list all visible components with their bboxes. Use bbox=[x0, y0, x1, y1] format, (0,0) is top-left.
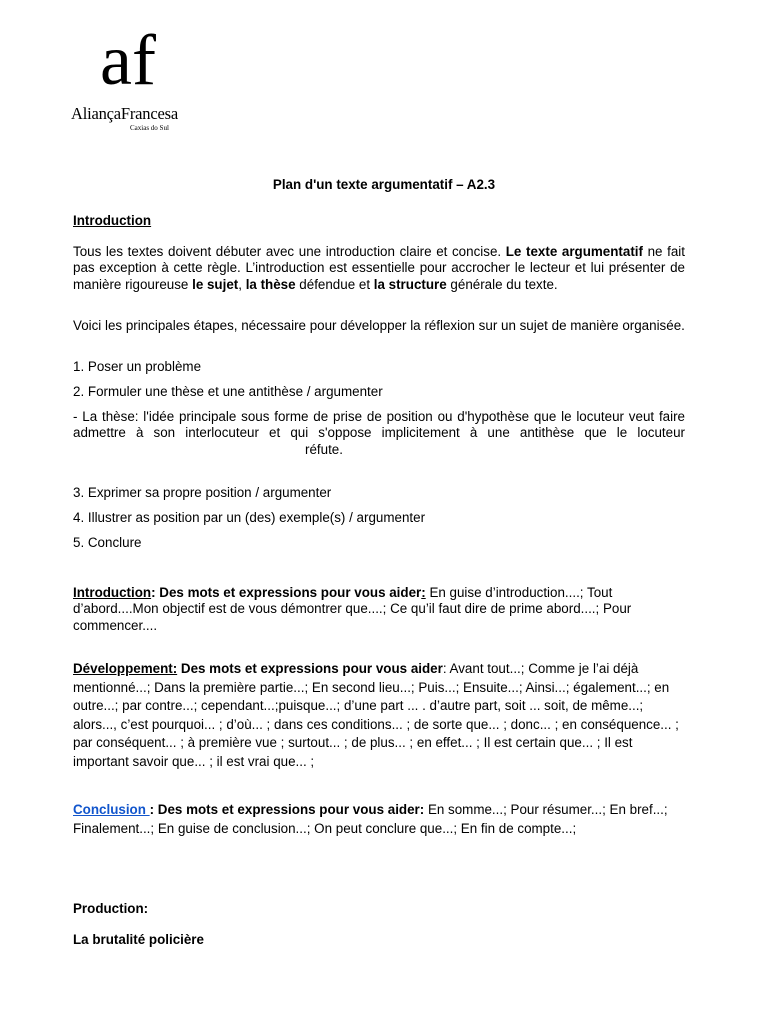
intro-expr-colon: : bbox=[421, 585, 426, 600]
development-expressions bbox=[73, 660, 687, 771]
intro-heading: Introduction bbox=[73, 213, 152, 228]
these-end-b: réfute. bbox=[305, 441, 343, 457]
these-end-a: locuteur bbox=[637, 425, 685, 441]
dev-expr-label: Développement: bbox=[73, 661, 178, 676]
page-title: Plan d'un texte argumentatif – A2.3 bbox=[272, 177, 496, 192]
intro-expr-text: En guise d’introduction....; Tout d’abord....Mon objectif est de vous démontrer que....; Ce qu’il faut dire de prime abord....; Pour commencer.... bbox=[73, 585, 632, 633]
these-definition bbox=[73, 409, 685, 458]
intro-text-3: , bbox=[238, 276, 246, 292]
intro-text-4: défendue et bbox=[295, 276, 374, 292]
production-topic: La brutalité policière bbox=[73, 932, 204, 947]
step-1: 1. Poser un problème bbox=[73, 359, 202, 374]
steps-intro: Voici les principales étapes, nécessaire pour développer la réflexion sur un sujet de manière organisée. bbox=[73, 318, 685, 333]
intro-text-1: Tous les textes doivent débuter avec une introduction claire et concise. bbox=[73, 244, 506, 259]
intro-text-2: ne fait pas exception à cette règle. L’introduction est essentielle pour accrocher le lecteur et lui présenter de manière rigoureuse bbox=[73, 244, 685, 292]
concl-expr-bold: : Des mots et expressions pour vous aider: bbox=[149, 802, 425, 817]
concl-expr-text: En somme...; Pour résumer...; En bref...; Finalement...; En guise de conclusion...; On peut conclure que...; En fin de compte...; bbox=[73, 802, 668, 836]
conclusion-link[interactable]: Conclusion bbox=[73, 802, 150, 817]
intro-text-5: générale du texte. bbox=[446, 276, 558, 292]
intro-paragraph bbox=[73, 244, 685, 293]
these-text: - La thèse: l'idée principale sous forme de prise de position ou d'hypothèse que le locuteur veut faire admettre à son interlocuteur et qui s'oppose implicitement à une antithèse que le bbox=[73, 409, 685, 441]
intro-expressions bbox=[73, 585, 673, 634]
logo-city: Caxias do Sul bbox=[130, 124, 169, 132]
conclusion-expressions bbox=[73, 801, 673, 838]
intro-expr-label: Introduction bbox=[73, 585, 152, 600]
step-5: 5. Conclure bbox=[73, 535, 142, 550]
alianca-francesa-logo bbox=[68, 26, 192, 136]
svg-text:af: af bbox=[100, 26, 156, 96]
intro-bold-1: Le texte argumentatif bbox=[505, 244, 643, 259]
production-label: Production: bbox=[73, 901, 149, 916]
af-logo-icon bbox=[100, 26, 180, 96]
step-2: 2. Formuler une thèse et une antithèse / argumenter bbox=[73, 384, 383, 399]
intro-bold-3: la thèse bbox=[245, 276, 296, 292]
step-4: 4. Illustrer as position par un (des) exemple(s) / argumenter bbox=[73, 510, 426, 525]
intro-expr-bold: : Des mots et expressions pour vous aider bbox=[151, 585, 422, 600]
intro-bold-2: le sujet bbox=[192, 276, 239, 292]
step-3: 3. Exprimer sa propre position / argumenter bbox=[73, 485, 332, 500]
logo-name: AliançaFrancesa bbox=[71, 104, 178, 123]
dev-expr-bold: Des mots et expressions pour vous aider bbox=[177, 661, 443, 676]
intro-bold-4: la structure bbox=[373, 276, 447, 292]
dev-expr-text: : Avant tout...; Comme je l’ai déjà mentionné...; Dans la première partie...; En second lieu...; Puis...; Ensuite...; Ainsi...; également...; en outre...; par contre...; cependant...;puisque...; d’une part ... . d’autre part, soit ... soit, de même...; alors..., c’est pourquoi... ; d’où... ; dans ces conditions... ; de sorte que... ; donc... ; en conséquence... ; par conséquent... ; à première vue ; surtout... ; de plus... ; en effet... ; Il est certain que... ; Il est important savoir que... ; il est vrai que... ; bbox=[73, 661, 679, 769]
